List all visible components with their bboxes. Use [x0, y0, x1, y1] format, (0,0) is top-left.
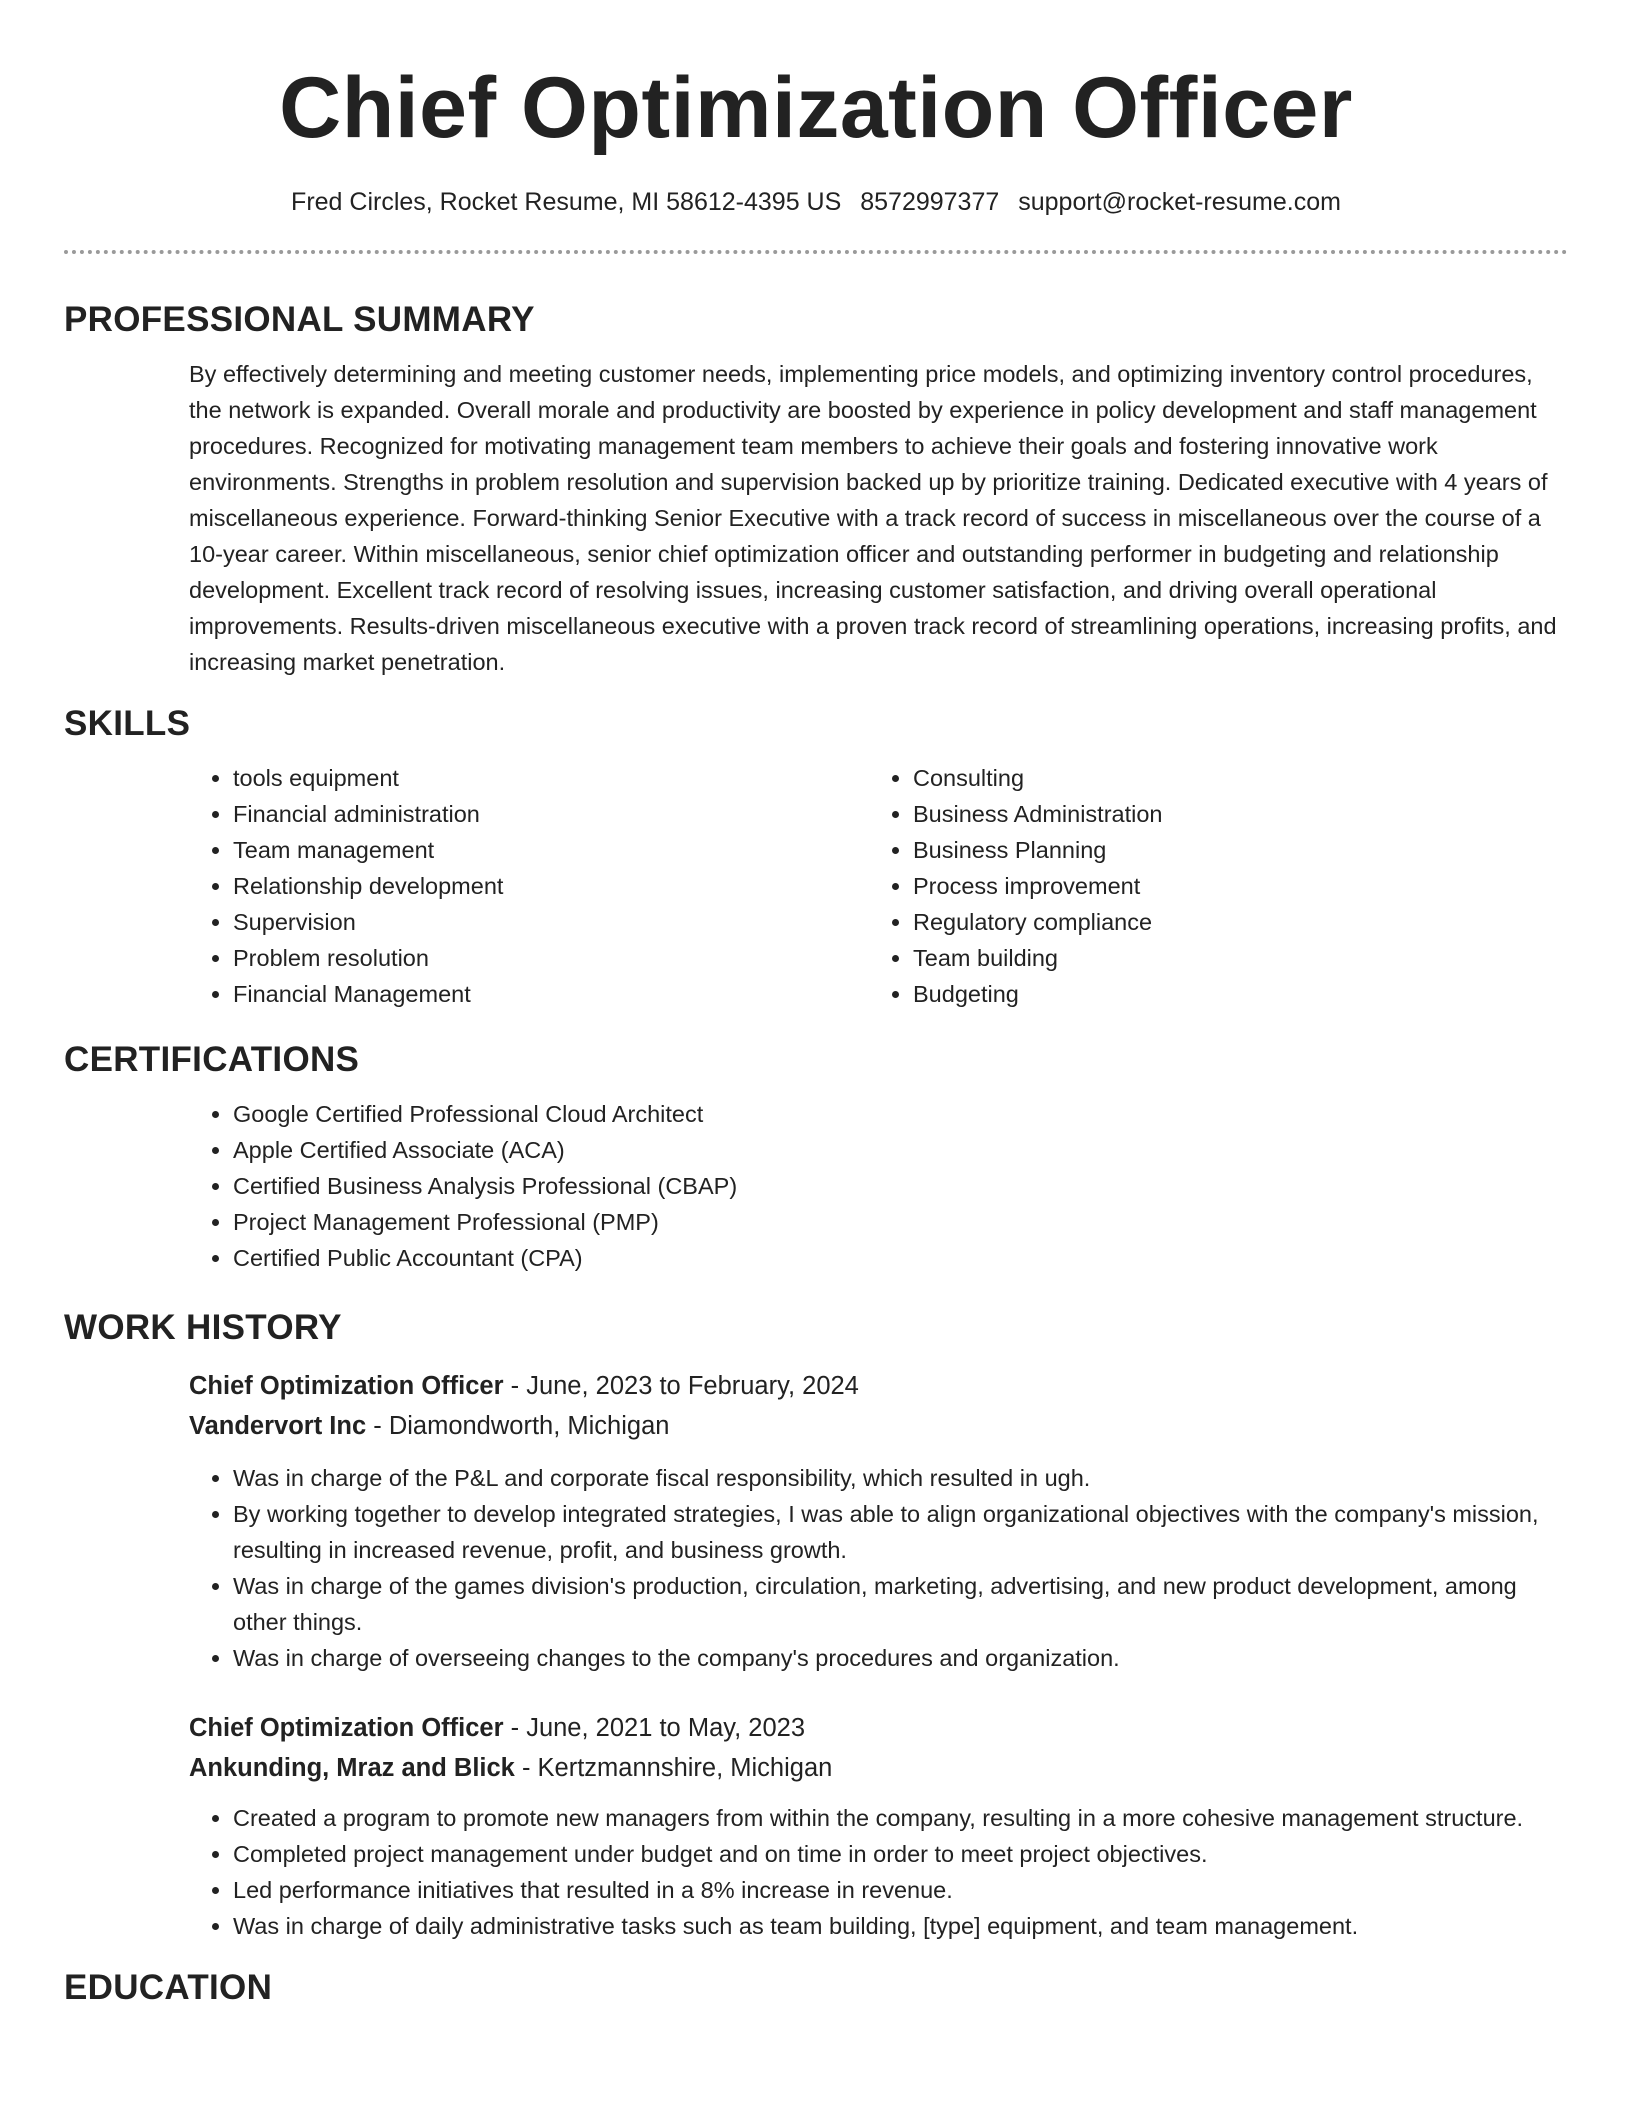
job-role: Chief Optimization Officer [189, 1372, 504, 1400]
job-title-line [189, 1366, 1568, 1406]
resume-title: Chief Optimization Officer [279, 60, 1353, 156]
list-item: • Problem resolution [233, 940, 869, 976]
list-item: • tools equipment [233, 760, 869, 796]
contact-line [64, 186, 1568, 218]
list-item: • Was in charge of the P&L and corporate fiscal responsibility, which resulted in ugh. [233, 1460, 1568, 1496]
summary-heading: PROFESSIONAL SUMMARY [64, 300, 535, 339]
job-location: - Kertzmannshire, Michigan [514, 1754, 833, 1782]
skills-column-right [869, 760, 1549, 1012]
list-item: • Project Management Professional (PMP) [233, 1204, 1568, 1240]
list-item: • Financial Management [233, 976, 869, 1012]
contact-address: Fred Circles, Rocket Resume, MI 58612-4395 US [291, 188, 842, 216]
certifications-list-wrap [189, 1096, 1568, 1276]
job-bullets [189, 1800, 1568, 1944]
list-item: • Team management [233, 832, 869, 868]
job-entry [64, 1708, 1568, 1944]
education-section [64, 1966, 1568, 2010]
summary-text: By effectively determining and meeting customer needs, implementing price models, and optimizing inventory control procedures, the network is expanded. Overall morale and productivity are boosted by experience in policy development and staff management procedures. Recognized for motivating management team members to achieve their goals and fostering innovative work environments. Strengths in problem resolution and supervision backed up by prioritize training. Dedicated executive with 4 years of miscellaneous experience. Forward-thinking Senior Executive with a track record of success in miscellaneous over the course of a 10-year career. Within miscellaneous, senior chief optimization officer and outstanding performer in budgeting and relationship development. Excellent track record of resolving issues, increasing customer satisfaction, and driving overall operational improvements. Results-driven miscellaneous executive with a proven track record of streamlining operations, increasing profits, and increasing market penetration. [189, 361, 1557, 675]
list-item: • Regulatory compliance [913, 904, 1549, 940]
list-item: • Created a program to promote new managers from within the company, resulting in a more cohesive management structure. [233, 1800, 1568, 1836]
list-item: • Led performance initiatives that resulted in a 8% increase in revenue. [233, 1872, 1568, 1908]
job-company: Ankunding, Mraz and Blick [189, 1754, 515, 1782]
job-company-line [189, 1406, 1568, 1446]
job-company-line [189, 1748, 1568, 1788]
resume-page [64, 0, 1568, 2010]
contact-phone: 8572997377 [860, 188, 1000, 216]
list-item: • Completed project management under budget and on time in order to meet project objectives. [233, 1836, 1568, 1872]
job-entry [64, 1366, 1568, 1676]
list-item: • Process improvement [913, 868, 1549, 904]
list-item: • Certified Business Analysis Professional (CBAP) [233, 1168, 1568, 1204]
list-item: • Supervision [233, 904, 869, 940]
work-history-section [64, 1306, 1568, 1944]
certifications-section [64, 1038, 1568, 1276]
summary-section [64, 298, 1568, 680]
list-item: • Was in charge of daily administrative tasks such as team building, [type] equipment, and team management. [233, 1908, 1568, 1944]
job-location: - Diamondworth, Michigan [366, 1412, 670, 1440]
list-item: • Financial administration [233, 796, 869, 832]
header-divider [64, 250, 1568, 254]
list-item: • Team building [913, 940, 1549, 976]
skills-section [64, 702, 1568, 1012]
education-heading: EDUCATION [64, 1968, 273, 2007]
job-dates: - June, 2021 to May, 2023 [503, 1714, 805, 1742]
job-title-line [189, 1708, 1568, 1748]
list-item: • Was in charge of overseeing changes to the company's procedures and organization. [233, 1640, 1568, 1676]
list-item: • Business Planning [913, 832, 1549, 868]
certifications-heading: CERTIFICATIONS [64, 1040, 360, 1079]
skills-heading: SKILLS [64, 704, 191, 743]
list-item: • Relationship development [233, 868, 869, 904]
skills-column-left [189, 760, 869, 1012]
list-item: • Google Certified Professional Cloud Architect [233, 1096, 1568, 1132]
list-item: • By working together to develop integrated strategies, I was able to align organizational objectives with the company's mission, resulting in increased revenue, profit, and business growth. [233, 1496, 1568, 1568]
job-role: Chief Optimization Officer [189, 1714, 504, 1742]
list-item: • Apple Certified Associate (ACA) [233, 1132, 1568, 1168]
skills-grid [189, 760, 1568, 1012]
contact-email[interactable]: support@rocket-resume.com [1018, 188, 1341, 216]
job-bullets [189, 1460, 1568, 1676]
work-history-heading: WORK HISTORY [64, 1308, 342, 1347]
list-item: • Budgeting [913, 976, 1549, 1012]
list-item: • Business Administration [913, 796, 1549, 832]
list-item: • Was in charge of the games division's production, circulation, marketing, advertising, and new product development, among other things. [233, 1568, 1568, 1640]
list-item: • Certified Public Accountant (CPA) [233, 1240, 1568, 1276]
job-dates: - June, 2023 to February, 2024 [503, 1372, 859, 1400]
list-item: • Consulting [913, 760, 1549, 796]
job-company: Vandervort Inc [189, 1412, 367, 1440]
